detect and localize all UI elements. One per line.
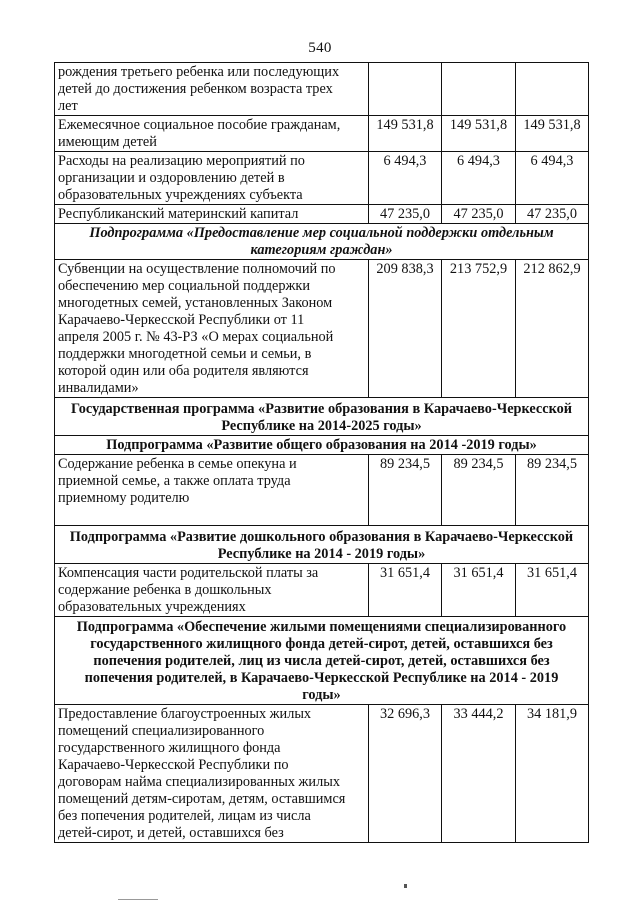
value-cell: 149 531,8 [516, 116, 589, 152]
value-cell [442, 63, 516, 116]
heading-line: категориям граждан» [250, 242, 393, 258]
table-row [55, 564, 589, 617]
subprogram-heading-row [55, 526, 589, 564]
value-cell: 31 651,4 [516, 564, 589, 617]
expense-name-cell [55, 116, 369, 152]
value-cell: 6 494,3 [442, 152, 516, 205]
expense-name-line: обеспечению мер социальной поддержки [58, 278, 310, 294]
expense-name-line: Ежемесячное социальное пособие гражданам, [58, 117, 341, 133]
table-row [55, 455, 589, 526]
subprogram-heading [55, 617, 589, 705]
expense-name-line: приемной семье, а также оплата труда [58, 473, 291, 489]
value-cell: 31 651,4 [442, 564, 516, 617]
value-cell: 213 752,9 [442, 260, 516, 398]
value-cell: 34 181,9 [516, 705, 589, 843]
value-cell: 89 234,5 [369, 455, 442, 526]
value-cell: 212 862,9 [516, 260, 589, 398]
heading-line: Государственная программа «Развитие образования в Карачаево-Черкесской [70, 401, 573, 417]
value-cell: 32 696,3 [369, 705, 442, 843]
value-cell: 149 531,8 [369, 116, 442, 152]
heading-line: попечения родителей, в Карачаево-Черкесской Республике на 2014 - 2019 [84, 670, 559, 686]
value-cell: 6 494,3 [369, 152, 442, 205]
value-cell: 31 651,4 [369, 564, 442, 617]
expense-name-line: Республиканский материнский капитал [58, 206, 299, 222]
value-cell: 149 531,8 [442, 116, 516, 152]
subprogram-heading [55, 224, 589, 260]
subprogram-heading-row [55, 617, 589, 705]
subprogram-heading-row [55, 436, 589, 455]
program-heading-row [55, 398, 589, 436]
table-row [55, 63, 589, 116]
expense-name-line: имеющим детей [58, 134, 157, 150]
expense-name-line: без попечения родителей, лицам из числа [58, 808, 311, 824]
expense-name-line: детей до достижения ребенком возраста трех [58, 81, 333, 97]
value-cell [516, 63, 589, 116]
expense-name-cell [55, 152, 369, 205]
expense-name-line: которой один или оба родителя являются [58, 363, 309, 379]
expense-name-line: помещений детям-сиротам, детям, оставшимся [58, 791, 346, 807]
expense-name-line: организации и оздоровлению детей в [58, 170, 285, 186]
expense-name-line: помещений специализированного [58, 723, 265, 739]
expense-name-line: Предоставление благоустроенных жилых [58, 706, 312, 722]
expense-name-cell [55, 705, 369, 843]
expense-name-line: государственного жилищного фонда [58, 740, 281, 756]
heading-line: Подпрограмма «Обеспечение жилыми помещениями специализированного [76, 619, 567, 635]
heading-line: Подпрограмма «Развитие общего образования на 2014 -2019 годы» [106, 437, 537, 453]
heading-line: государственного жилищного фонда детей-сирот, детей, оставшихся без [90, 636, 553, 652]
expense-name-line: Карачаево-Черкесской Республики по [58, 757, 289, 773]
table-row [55, 260, 589, 398]
expense-name-line: Расходы на реализацию мероприятий по [58, 153, 305, 169]
expense-name-line: Карачаево-Черкесской Республики от 11 [58, 312, 305, 328]
expense-name-line: Компенсация части родительской платы за [58, 565, 319, 581]
expense-name-line: Содержание ребенка в семье опекуна и [58, 456, 297, 472]
table-row [55, 205, 589, 224]
value-cell: 6 494,3 [516, 152, 589, 205]
expense-name-cell [55, 205, 369, 224]
heading-line: Республике на 2014-2025 годы» [221, 418, 422, 434]
expense-name-cell [55, 63, 369, 116]
table-row [55, 116, 589, 152]
table-row [55, 705, 589, 843]
expense-name-line: поддержки многодетной семьи и семьи, в [58, 346, 312, 362]
heading-line: Подпрограмма «Развитие дошкольного образования в Карачаево-Черкесской [69, 529, 574, 545]
expense-name-line: многодетных семей, установленных Законом [58, 295, 333, 311]
expense-name-line: приемному родителю [58, 490, 190, 506]
scan-speck [118, 899, 158, 900]
value-cell: 47 235,0 [516, 205, 589, 224]
scan-speck [404, 884, 407, 888]
expense-name-line: договорам найма специализированных жилых [58, 774, 340, 790]
value-cell: 89 234,5 [442, 455, 516, 526]
page-number: 540 [308, 40, 332, 56]
heading-line: попечения родителей, лиц из числа детей-сирот, детей, оставшихся без [93, 653, 550, 669]
expense-name-line: содержание ребенка в дошкольных [58, 582, 272, 598]
expense-name-line: Субвенции на осуществление полномочий по [58, 261, 336, 277]
value-cell: 89 234,5 [516, 455, 589, 526]
value-cell: 47 235,0 [442, 205, 516, 224]
expense-name-line: образовательных учреждениях [58, 599, 246, 615]
value-cell: 209 838,3 [369, 260, 442, 398]
table-row [55, 152, 589, 205]
subprogram-heading [55, 436, 589, 455]
expense-name-line: образовательных учреждениях субъекта [58, 187, 303, 203]
expense-name-line: рождения третьего ребенка или последующих [58, 64, 340, 80]
budget-table [54, 62, 589, 843]
heading-line: Подпрограмма «Предоставление мер социальной поддержки отдельным [89, 225, 554, 241]
program-heading [55, 398, 589, 436]
expense-name-line: лет [58, 98, 78, 114]
value-cell: 47 235,0 [369, 205, 442, 224]
expense-name-cell [55, 455, 369, 526]
expense-name-line: апреля 2005 г. № 43-РЗ «О мерах социальной [58, 329, 334, 345]
subprogram-heading [55, 526, 589, 564]
expense-name-line: детей-сирот, и детей, оставшихся без [58, 825, 284, 841]
heading-line: годы» [302, 687, 341, 703]
subprogram-heading-row [55, 224, 589, 260]
expense-name-cell [55, 260, 369, 398]
value-cell [369, 63, 442, 116]
value-cell: 33 444,2 [442, 705, 516, 843]
heading-line: Республике на 2014 - 2019 годы» [217, 546, 426, 562]
expense-name-line: инвалидами» [58, 380, 139, 396]
expense-name-cell [55, 564, 369, 617]
